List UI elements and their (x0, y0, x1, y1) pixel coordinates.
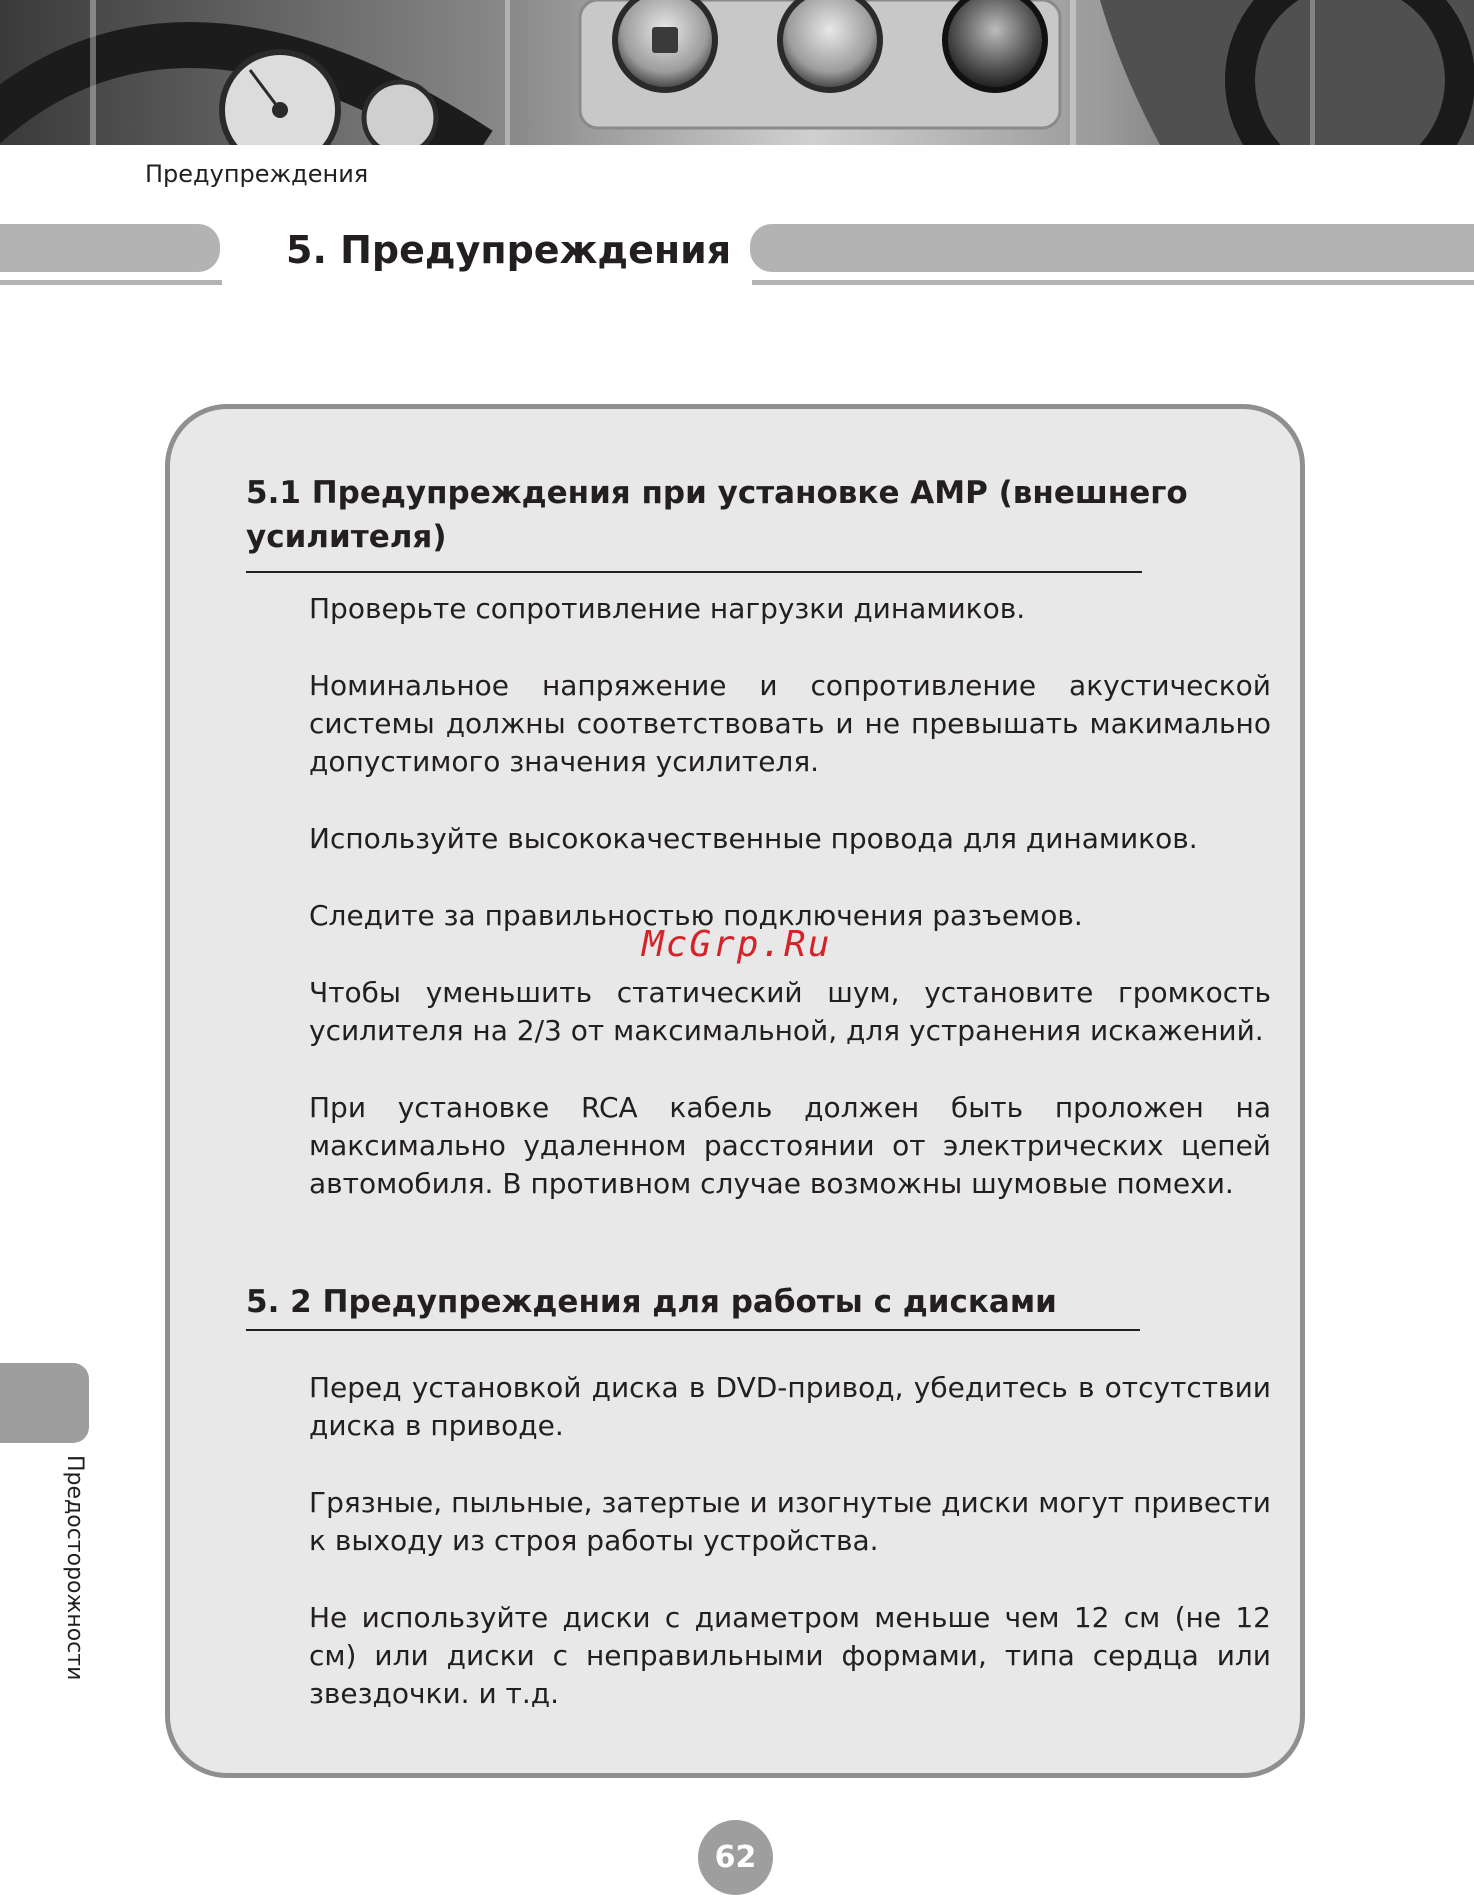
chapter-side-label: Предосторожности (62, 1455, 87, 1681)
chapter-side-tab (0, 1363, 89, 1443)
subsection-rule-amp (246, 571, 1142, 573)
disc-warning-paragraph: Грязные, пыльные, затертые и изогнутые диски могут привести к выходу из строя работы устройства. (309, 1486, 1271, 1557)
section-title: 5. Предупреждения (286, 228, 732, 272)
header-banner-image (0, 0, 1474, 145)
disc-warning-paragraph: Перед установкой диска в DVD-привод, убедитесь в отсутствии диска в приводе. (309, 1371, 1271, 1442)
amp-warning-paragraph: При установке RCA кабель должен быть проложен на максимально удаленном расстоянии от электрических цепей автомобиля. В противном случае возможны шумовые помехи. (309, 1091, 1271, 1200)
amp-warning-paragraph: Проверьте сопротивление нагрузки динамиков. (309, 592, 1026, 625)
amp-warning-paragraph: Следите за правильностью подключения разъемов. (309, 899, 1083, 932)
title-band-right-rule (752, 280, 1474, 285)
amp-warning-paragraph: Чтобы уменьшить статический шум, установите громкость усилителя на 2/3 от максимальной, для устранения искажений. (309, 976, 1271, 1047)
title-band-right (750, 224, 1474, 272)
watermark-text: McGrp.Ru (642, 924, 832, 965)
title-band-left-rule (0, 280, 222, 285)
amp-warning-paragraph: Номинальное напряжение и сопротивление акустической системы должны соответствовать и не превышать макимально допустимого значения усилителя. (309, 669, 1271, 778)
disc-warning-paragraph: Не используйте диски с диаметром меньше чем 12 см (не 12 см) или диски с неправильными формами, типа сердца или звездочки. и т.д. (309, 1601, 1271, 1710)
amp-warning-paragraph: Используйте высококачественные провода для динамиков. (309, 822, 1198, 855)
subsection-rule-discs (246, 1329, 1140, 1331)
subsection-title-discs: 5. 2 Предупреждения для работы с дисками (246, 1284, 1057, 1320)
subsection-title-amp (246, 471, 1188, 559)
page-number: 62 (698, 1820, 773, 1895)
running-header-title: Предупреждения (145, 160, 369, 188)
subsection-title-amp-line2: усилителя) (246, 519, 447, 555)
subsection-title-amp-line1: 5.1 Предупреждения при установке AMP (внешнего (246, 475, 1188, 511)
title-band-left (0, 224, 220, 272)
